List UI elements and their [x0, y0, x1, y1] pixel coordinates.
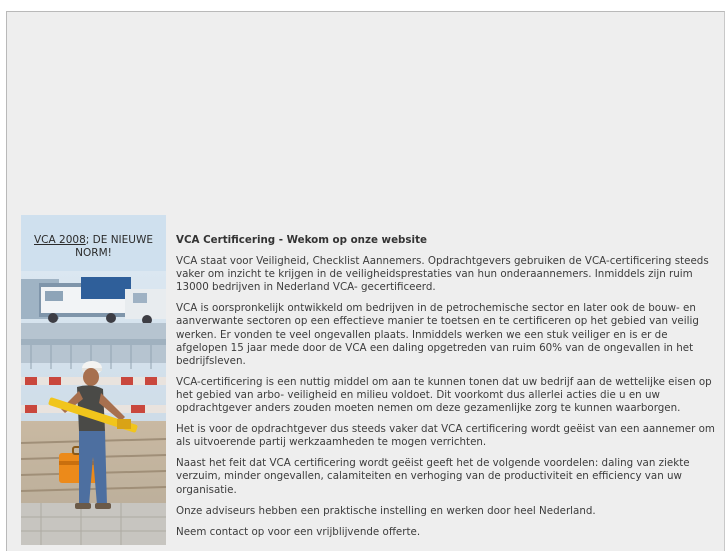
- advantages-paragraph: Naast het feit dat VCA certificering wordt geëist geeft het de volgende voordelen: daling van ziekte verzuim, minder ongevallen, calamiteiten en verhoging van de productiviteit en efficiency van uw organisatie.: [176, 457, 690, 496]
- history-paragraph: VCA is oorspronkelijk ontwikkeld om bedrijven in de petrochemische sector en later ook de bouw- en aanverwante sectoren op een effectieve manier te toetsen en te certificeren op het gebied van veilig werken. Er vonden te veel ongevallen plaats. Inmiddels werken we een stuk veiliger en is er de afgelopen 15 jaar mede door de VCA een daling opgetreden van ruim 60% van de ongevallen in het bedrijfsleven.: [176, 302, 699, 367]
- promo-link[interactable]: VCA 2008: [34, 234, 86, 246]
- benefit-paragraph: VCA-certificering is een nuttig middel om aan te kunnen tonen dat uw bedrijf aan de wettelijke eisen op het gebied van arbo- veiligheid en milieu voldoet. Dit voorkomt dus allerlei acties die u en uw opdrachtgever anders zouden moeten nemen om deze gezamenlijke zorg te kunnen waarborgen.: [176, 375, 712, 415]
- main-content: [176, 234, 716, 547]
- requirement-paragraph: Het is voor de opdrachtgever dus steeds vaker dat VCA certificering wordt geëist van een aannemer om als uitvoerende partij werkzaamheden te mogen verrichten.: [176, 423, 715, 449]
- construction-worker-photo: [21, 271, 166, 545]
- promo-text: [21, 234, 166, 260]
- page-title: VCA Certificering - Wekom op onze website: [176, 234, 427, 246]
- intro-paragraph: VCA staat voor Veiligheid, Checklist Aannemers. Opdrachtgevers gebruiken de VCA-certificering steeds vaker om inzicht te krijgen in de veiligheidsprestaties van hun onderaannemers. Inmiddels zijn ruim 13000 bedrijven in Nederland VCA- gecertificeerd.: [176, 255, 709, 294]
- contact-paragraph: Neem contact op voor een vrijblijvende offerte.: [176, 525, 421, 538]
- promo-tagline: ; DE NIEUWE NORM!: [75, 234, 153, 259]
- advisors-paragraph: Onze adviseurs hebben een praktische instelling en werken door heel Nederland.: [176, 504, 596, 517]
- sidebar: [21, 215, 166, 545]
